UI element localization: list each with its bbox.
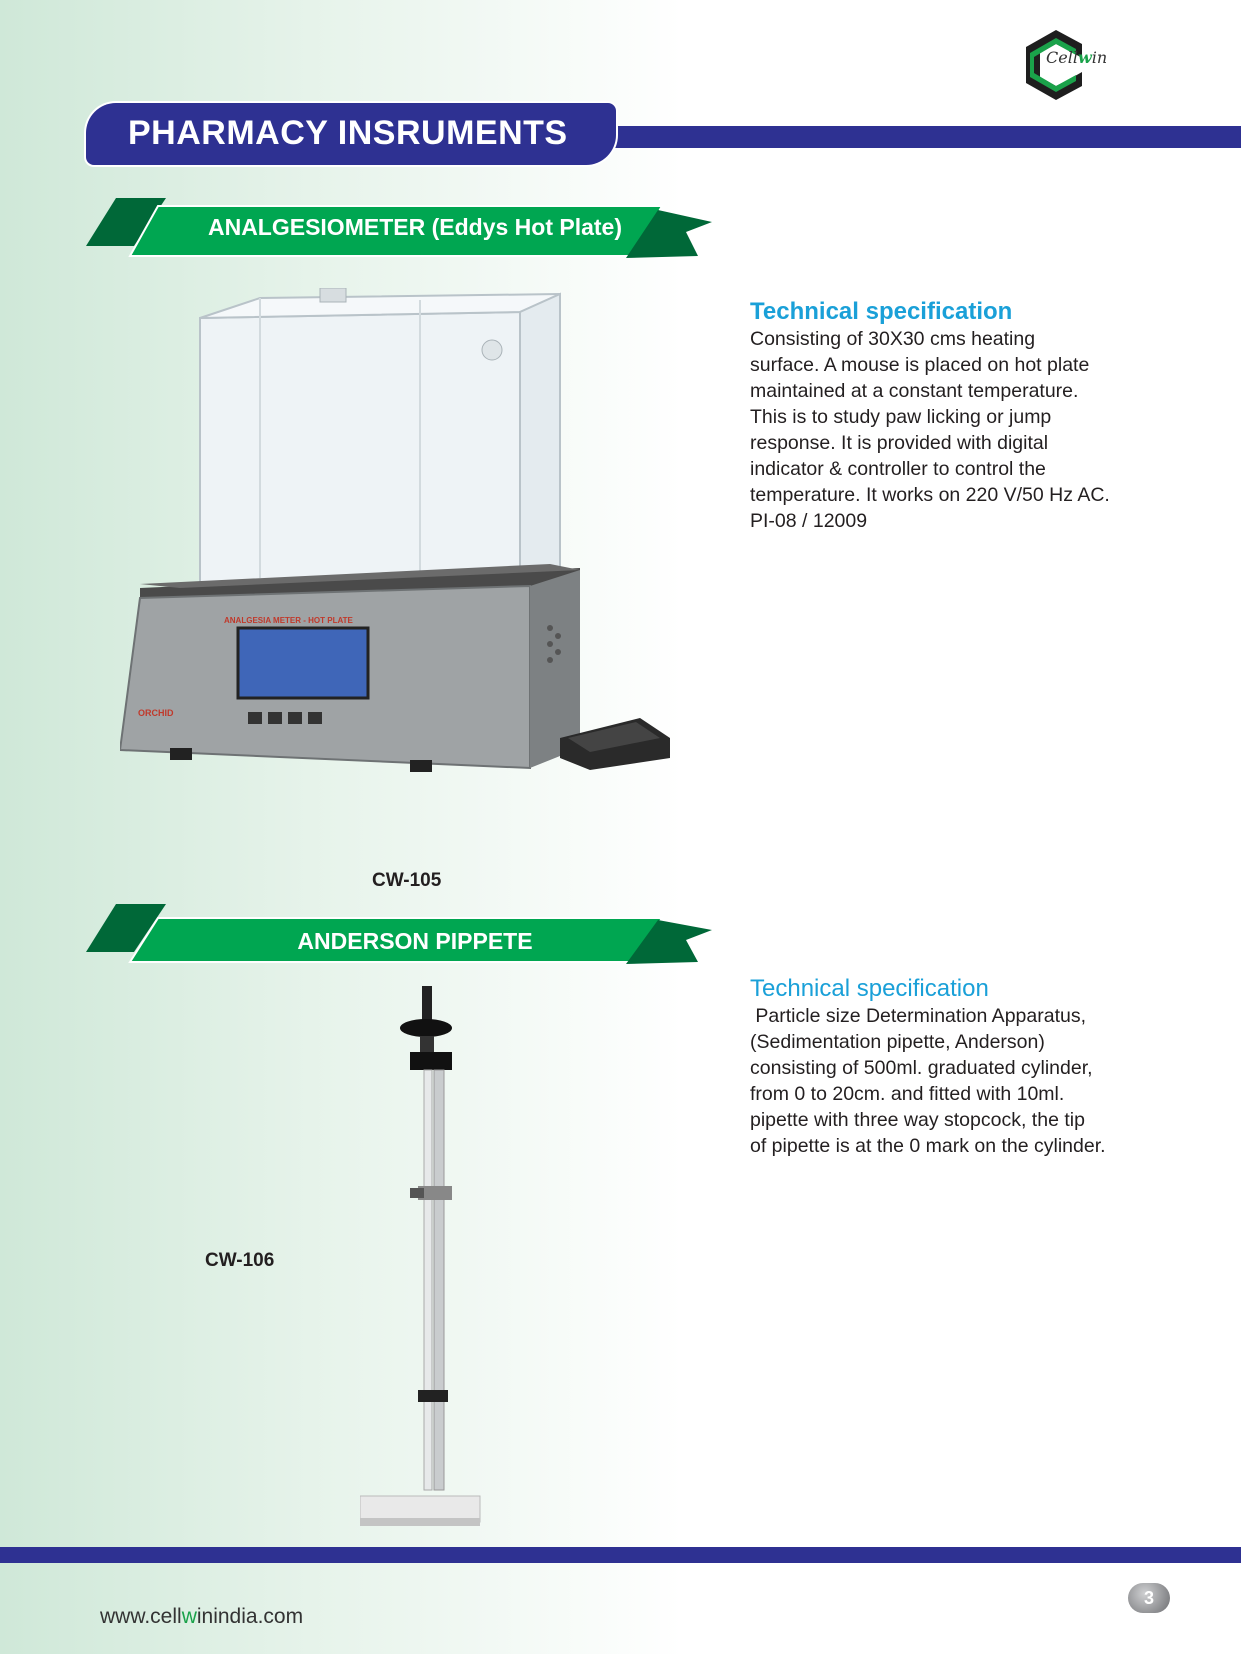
product-name: ANALGESIOMETER (Eddys Hot Plate) — [207, 214, 623, 240]
logo-wordmark: Cellwin — [1046, 48, 1108, 67]
spec-line: Particle size Determination Apparatus, — [750, 1005, 1086, 1027]
spec-body — [750, 326, 1220, 534]
spec-line: temperature. It works on 220 V/50 Hz AC. — [750, 484, 1110, 506]
model-number: CW-105 — [372, 870, 442, 891]
anderson-pipette-image — [360, 986, 500, 1531]
device-label: ANALGESIA METER - HOT PLATE — [224, 616, 353, 625]
spec-title: Technical specification — [750, 975, 989, 1002]
spec-line: This is to study paw licking or jump — [750, 406, 1052, 428]
hot-plate-apparatus-image — [120, 288, 710, 818]
product-ribbon-analgesiometer — [86, 198, 716, 260]
spec-line: maintained at a constant temperature. — [750, 380, 1079, 402]
cellwin-logo — [1018, 28, 1128, 102]
spec-body — [750, 1003, 1220, 1159]
device-brand: ORCHID — [138, 708, 174, 718]
model-number: CW-106 — [205, 1250, 275, 1271]
spec-line: response. It is provided with digital — [750, 432, 1049, 454]
hot-plate-apparatus-icon — [120, 288, 710, 818]
product-name: ANDERSON PIPPETE — [297, 928, 533, 954]
anderson-pipette-stand-icon — [360, 986, 500, 1531]
spec-block-anderson — [750, 975, 1220, 1159]
website-url: www.cellwinindia.com — [100, 1605, 304, 1628]
spec-line: from 0 to 20cm. and fitted with 10ml. — [750, 1083, 1065, 1105]
spec-title: Technical specification — [750, 298, 1013, 325]
spec-block-analgesiometer — [750, 298, 1220, 534]
page-title: PHARMACY INSRUMENTS — [128, 114, 568, 152]
page-number-badge: 3 — [1128, 1583, 1170, 1613]
spec-line: surface. A mouse is placed on hot plate — [750, 354, 1090, 376]
spec-line: indicator & controller to control the — [750, 458, 1046, 480]
footer-bar-line — [0, 1547, 1241, 1563]
title-bar-line — [600, 126, 1241, 148]
product-ribbon-anderson — [86, 904, 716, 966]
spec-line: pipette with three way stopcock, the tip — [750, 1109, 1085, 1131]
spec-line: (Sedimentation pipette, Anderson) — [750, 1031, 1045, 1053]
spec-line: PI-08 / 12009 — [750, 510, 868, 532]
spec-line: consisting of 500ml. graduated cylinder, — [750, 1057, 1093, 1079]
spec-line: Consisting of 30X30 cms heating — [750, 328, 1036, 350]
spec-line: of pipette is at the 0 mark on the cylinder. — [750, 1135, 1106, 1157]
